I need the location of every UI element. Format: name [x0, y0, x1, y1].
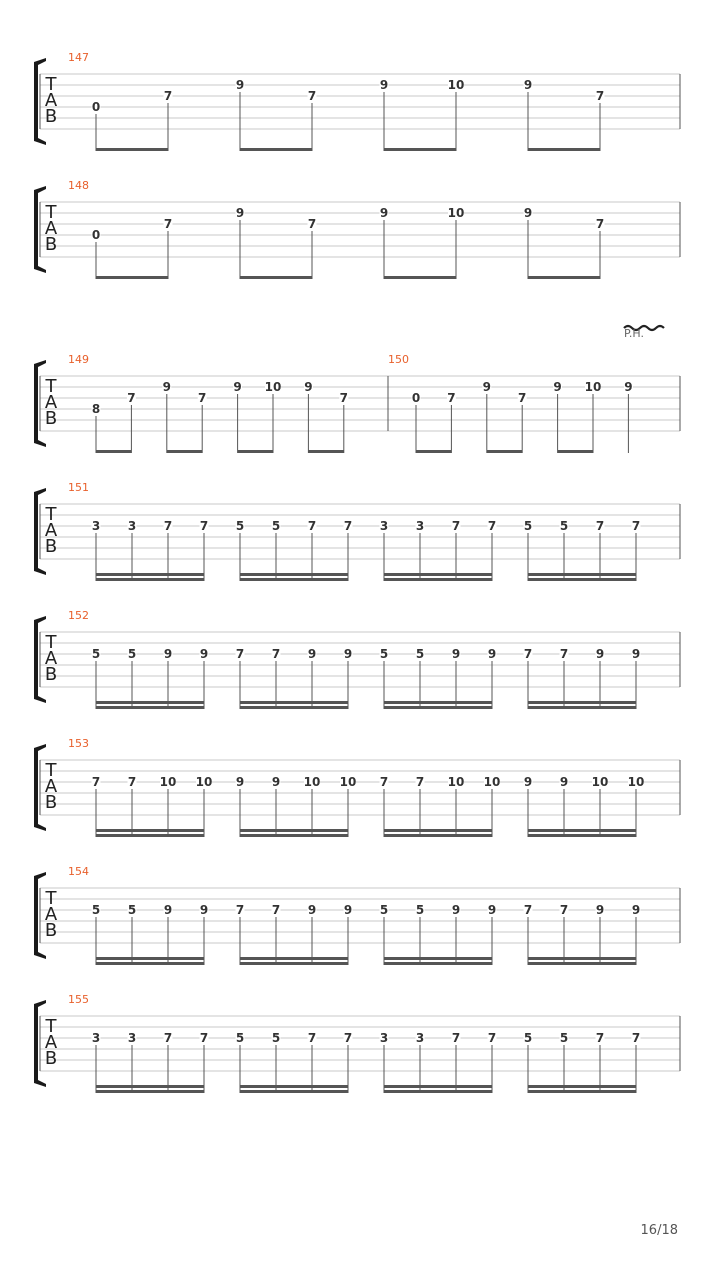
fret-number: 10: [195, 775, 213, 789]
fret-number: 10: [627, 775, 645, 789]
fret-number: 7: [451, 1031, 461, 1045]
note-beam: [528, 573, 636, 576]
fret-number: 7: [451, 519, 461, 533]
fret-number: 9: [307, 903, 317, 917]
tab-clef-letter: B: [44, 1048, 58, 1069]
note-beam: [528, 706, 636, 709]
note-beam: [384, 962, 492, 965]
note-beam: [96, 450, 131, 453]
fret-number: 9: [631, 903, 641, 917]
note-beam: [528, 829, 636, 832]
fret-number: 9: [233, 380, 242, 394]
measure-number: 155: [68, 993, 89, 1006]
fret-number: 5: [379, 903, 389, 917]
fret-number: 7: [163, 1031, 173, 1045]
fret-number: 9: [631, 647, 641, 661]
note-beam: [528, 834, 636, 837]
note-beam: [384, 1090, 492, 1093]
tab-clef-letter: T: [45, 74, 57, 95]
fret-number: 7: [271, 903, 281, 917]
fret-number: 7: [235, 903, 245, 917]
note-beam: [240, 1085, 348, 1088]
fret-number: 7: [307, 217, 317, 231]
note-beam: [96, 1085, 204, 1088]
fret-number: 7: [487, 1031, 497, 1045]
note-beam: [384, 706, 492, 709]
note-beam: [384, 701, 492, 704]
fret-number: 9: [553, 380, 562, 394]
fret-number: 3: [91, 1031, 101, 1045]
note-beam: [240, 834, 348, 837]
tab-clef-letter: T: [45, 1016, 57, 1037]
note-beam: [528, 1090, 636, 1093]
fret-number: 7: [307, 1031, 317, 1045]
fret-number: 10: [447, 78, 465, 92]
tab-system: [34, 326, 680, 453]
note-beam: [96, 148, 168, 151]
fret-number: 7: [595, 217, 605, 231]
palm-hush-label: P.H.: [624, 327, 644, 340]
fret-number: 7: [595, 1031, 605, 1045]
fret-number: 9: [487, 647, 497, 661]
note-beam: [96, 276, 168, 279]
tab-clef-letter: T: [45, 888, 57, 909]
note-beam: [528, 957, 636, 960]
fret-number: 9: [595, 903, 605, 917]
fret-number: 9: [379, 206, 389, 220]
fret-number: 3: [379, 1031, 389, 1045]
tab-system: [34, 481, 680, 581]
fret-number: 10: [339, 775, 357, 789]
fret-number: 7: [91, 775, 101, 789]
note-beam: [528, 276, 600, 279]
fret-number: 9: [523, 775, 533, 789]
fret-number: 9: [343, 647, 353, 661]
fret-number: 3: [379, 519, 389, 533]
fret-number: 5: [91, 903, 101, 917]
tab-clef-letter: A: [44, 90, 58, 111]
fret-number: 3: [415, 519, 425, 533]
note-beam: [384, 578, 492, 581]
note-beam: [240, 578, 348, 581]
fret-number: 9: [343, 903, 353, 917]
tab-clef-letter: T: [45, 504, 57, 525]
page-number: 16/18: [640, 1223, 678, 1238]
fret-number: 7: [127, 391, 136, 405]
fret-number: 5: [415, 647, 425, 661]
fret-number: 5: [523, 519, 533, 533]
tab-system: [34, 865, 680, 965]
fret-number: 10: [447, 775, 465, 789]
tab-clef-letter: B: [44, 920, 58, 941]
fret-number: 3: [415, 1031, 425, 1045]
fret-number: 3: [127, 1031, 137, 1045]
fret-number: 9: [487, 903, 497, 917]
note-beam: [528, 148, 600, 151]
fret-number: 7: [487, 519, 497, 533]
fret-number: 7: [163, 89, 173, 103]
fret-number: 7: [415, 775, 425, 789]
fret-number: 7: [559, 903, 569, 917]
fret-number: 7: [379, 775, 389, 789]
fret-number: 3: [127, 519, 137, 533]
fret-number: 7: [523, 647, 533, 661]
note-beam: [96, 834, 204, 837]
tab-clef-letter: A: [44, 776, 58, 797]
fret-number: 7: [343, 519, 353, 533]
measure-number: 153: [68, 737, 89, 750]
tab-clef-letter: A: [44, 392, 58, 413]
fret-number: 7: [235, 647, 245, 661]
measure-number: 152: [68, 609, 89, 622]
fret-number: 9: [451, 903, 461, 917]
fret-number: 9: [235, 78, 245, 92]
fret-number: 5: [271, 1031, 281, 1045]
note-beam: [96, 957, 204, 960]
fret-number: 5: [379, 647, 389, 661]
note-beam: [528, 578, 636, 581]
note-beam: [240, 706, 348, 709]
note-beam: [416, 450, 451, 453]
tab-clef-letter: A: [44, 904, 58, 925]
fret-number: 0: [91, 100, 101, 114]
fret-number: 9: [595, 647, 605, 661]
fret-number: 10: [264, 380, 282, 394]
note-beam: [96, 706, 204, 709]
fret-number: 7: [339, 391, 348, 405]
fret-number: 7: [631, 519, 641, 533]
fret-number: 9: [162, 380, 171, 394]
note-beam: [240, 148, 312, 151]
fret-number: 7: [307, 89, 317, 103]
fret-number: 9: [235, 775, 245, 789]
note-beam: [528, 1085, 636, 1088]
measure-number: 154: [68, 865, 89, 878]
fret-number: 7: [523, 903, 533, 917]
tab-clef-letter: B: [44, 792, 58, 813]
tab-clef-letter: B: [44, 106, 58, 127]
tab-clef-letter: B: [44, 536, 58, 557]
note-beam: [240, 276, 312, 279]
tab-clef-letter: B: [44, 408, 58, 429]
fret-number: 7: [271, 647, 281, 661]
tab-clef-letter: T: [45, 632, 57, 653]
note-beam: [240, 701, 348, 704]
tab-clef-letter: T: [45, 760, 57, 781]
fret-number: 3: [91, 519, 101, 533]
note-beam: [487, 450, 522, 453]
measure-number: 149: [68, 353, 89, 366]
note-beam: [384, 829, 492, 832]
fret-number: 9: [451, 647, 461, 661]
note-beam: [240, 573, 348, 576]
fret-number: 7: [198, 391, 207, 405]
note-beam: [384, 957, 492, 960]
measure-number: 148: [68, 179, 89, 192]
fret-number: 5: [559, 519, 569, 533]
fret-number: 9: [624, 380, 633, 394]
tab-clef-letter: T: [45, 376, 57, 397]
fret-number: 10: [591, 775, 609, 789]
fret-number: 5: [235, 519, 245, 533]
fret-number: 7: [343, 1031, 353, 1045]
note-beam: [240, 962, 348, 965]
fret-number: 7: [163, 217, 173, 231]
tab-system: [34, 737, 680, 837]
note-beam: [238, 450, 273, 453]
fret-number: 9: [523, 78, 533, 92]
fret-number: 7: [199, 519, 209, 533]
fret-number: 7: [595, 519, 605, 533]
fret-number: 5: [127, 647, 137, 661]
note-beam: [384, 573, 492, 576]
note-beam: [96, 578, 204, 581]
measure-number: 147: [68, 51, 89, 64]
fret-number: 9: [199, 647, 209, 661]
note-beam: [384, 148, 456, 151]
fret-number: 9: [163, 647, 173, 661]
fret-number: 7: [518, 391, 527, 405]
fret-number: 9: [482, 380, 491, 394]
fret-number: 7: [595, 89, 605, 103]
fret-number: 10: [159, 775, 177, 789]
fret-number: 7: [199, 1031, 209, 1045]
fret-number: 5: [235, 1031, 245, 1045]
fret-number: 7: [163, 519, 173, 533]
fret-number: 9: [163, 903, 173, 917]
fret-number: 7: [447, 391, 456, 405]
tab-system: [34, 993, 680, 1093]
tab-clef-letter: A: [44, 1032, 58, 1053]
fret-number: 9: [379, 78, 389, 92]
fret-number: 9: [235, 206, 245, 220]
note-beam: [384, 276, 456, 279]
tab-system: [34, 179, 680, 279]
note-beam: [308, 450, 343, 453]
note-beam: [384, 834, 492, 837]
fret-number: 10: [447, 206, 465, 220]
note-beam: [96, 701, 204, 704]
fret-number: 5: [271, 519, 281, 533]
fret-number: 9: [304, 380, 313, 394]
note-beam: [384, 1085, 492, 1088]
measure-number: 151: [68, 481, 89, 494]
fret-number: 0: [411, 391, 421, 405]
fret-number: 5: [127, 903, 137, 917]
note-beam: [240, 1090, 348, 1093]
fret-number: 9: [559, 775, 569, 789]
tab-system: [34, 51, 680, 151]
palm-hush-marker: [624, 326, 664, 340]
note-beam: [96, 829, 204, 832]
note-beam: [240, 957, 348, 960]
fret-number: 10: [584, 380, 602, 394]
tab-clef-letter: B: [44, 234, 58, 255]
fret-number: 10: [303, 775, 321, 789]
fret-number: 9: [271, 775, 281, 789]
note-beam: [558, 450, 593, 453]
tab-clef-letter: A: [44, 648, 58, 669]
fret-number: 7: [127, 775, 137, 789]
measure-number: 150: [388, 353, 409, 366]
fret-number: 8: [91, 402, 101, 416]
note-beam: [96, 573, 204, 576]
tab-clef-letter: A: [44, 218, 58, 239]
note-beam: [240, 829, 348, 832]
tab-clef-letter: A: [44, 520, 58, 541]
note-beam: [528, 962, 636, 965]
fret-number: 7: [307, 519, 317, 533]
fret-number: 9: [307, 647, 317, 661]
fret-number: 5: [415, 903, 425, 917]
fret-number: 9: [199, 903, 209, 917]
fret-number: 10: [483, 775, 501, 789]
note-beam: [96, 1090, 204, 1093]
fret-number: 5: [523, 1031, 533, 1045]
fret-number: 0: [91, 228, 101, 242]
note-beam: [167, 450, 202, 453]
note-beam: [528, 701, 636, 704]
fret-number: 7: [631, 1031, 641, 1045]
fret-number: 7: [559, 647, 569, 661]
tab-clef-letter: B: [44, 664, 58, 685]
fret-number: 5: [559, 1031, 569, 1045]
fret-number: 9: [523, 206, 533, 220]
tab-system: [34, 609, 680, 709]
fret-number: 5: [91, 647, 101, 661]
tab-clef-letter: T: [45, 202, 57, 223]
note-beam: [96, 962, 204, 965]
